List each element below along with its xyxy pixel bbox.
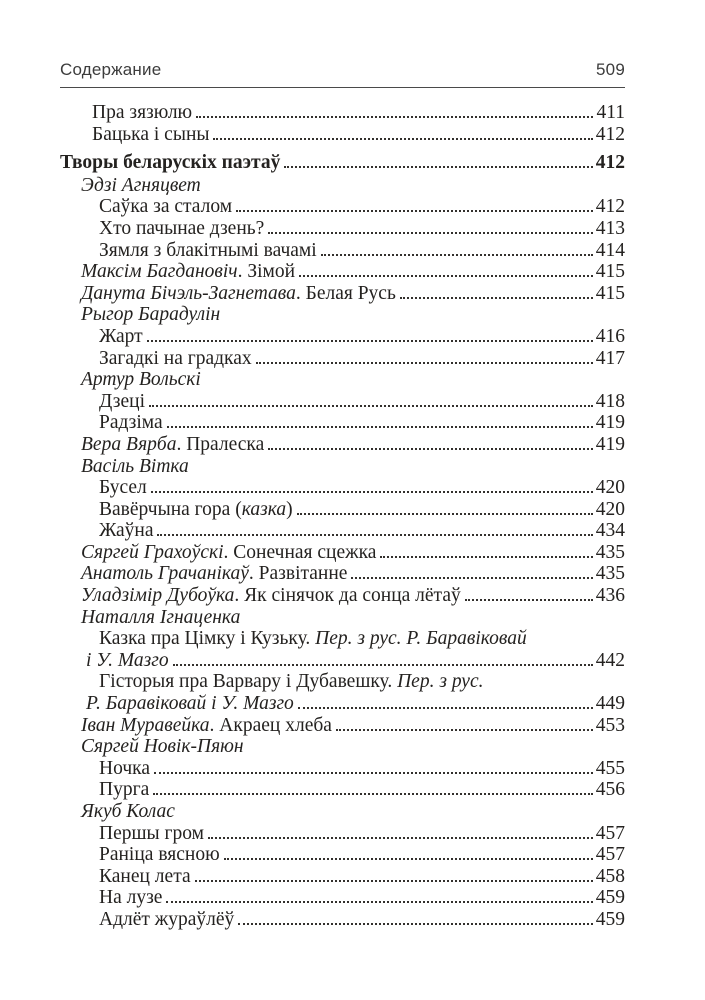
toc-page-number: 458 [595, 865, 625, 887]
toc-entry [60, 823, 625, 845]
toc-entry-title: Сяргей Грахоўскі. Сонечная сцежка [81, 541, 377, 563]
toc-entry-title: Сяргей Новік-Пяюн [81, 736, 244, 758]
toc-entry-title: Творы беларускіх паэтаў [60, 152, 281, 174]
toc-section-heading [60, 152, 625, 174]
toc-entry [60, 124, 625, 146]
running-head-title: Содержание [60, 60, 162, 79]
toc-entry [60, 261, 625, 283]
toc-page-number: 417 [595, 347, 625, 369]
toc-dot-leader [298, 707, 593, 709]
toc-dot-leader [465, 599, 593, 601]
toc-entry [60, 628, 625, 650]
toc-entry [60, 801, 625, 823]
toc-dot-leader [236, 210, 593, 212]
toc-entry-title: Артур Вольскі [81, 369, 201, 391]
toc-entry-title: Пурга [99, 779, 150, 801]
toc-entry [60, 542, 625, 564]
toc-page-number: 453 [595, 714, 625, 736]
toc-dot-leader [238, 923, 592, 925]
toc-entry-title: Максім Багдановіч. Зімой [81, 261, 296, 283]
toc-page-number: 419 [595, 412, 625, 434]
toc-page-number: 420 [595, 477, 625, 499]
toc-dot-leader [321, 254, 593, 256]
toc-page-number: 414 [595, 239, 625, 261]
toc-entry [60, 779, 625, 801]
toc-entry [60, 909, 625, 931]
toc-entry-title: Наталля Ігнаценка [81, 606, 241, 628]
toc-entry-title: Зямля з блакітнымі вачамі [99, 239, 317, 261]
toc-dot-leader [380, 556, 592, 558]
toc-entry [60, 283, 625, 305]
toc-entry [60, 175, 625, 197]
toc-dot-leader [284, 166, 592, 168]
toc-entry [60, 736, 625, 758]
toc-dot-leader [213, 138, 592, 140]
toc-page-number: 455 [595, 757, 625, 779]
toc-entry [60, 391, 625, 413]
toc-entry [60, 412, 625, 434]
toc-dot-leader [224, 858, 593, 860]
toc-entry-title: Жаўна [99, 520, 154, 542]
toc-entry [60, 585, 625, 607]
toc-dot-leader [173, 664, 593, 666]
toc-entry [60, 477, 625, 499]
toc-entry [60, 887, 625, 909]
toc-entry [60, 369, 625, 391]
toc-entry-title: Адлёт жураўлёў [99, 908, 235, 930]
toc-dot-leader [149, 405, 593, 407]
toc-dot-leader [336, 729, 593, 731]
toc-dot-leader [400, 297, 593, 299]
toc-entry-title: Бацька і сыны [92, 123, 210, 145]
running-head-page-number: 509 [596, 60, 625, 79]
toc-entry [60, 326, 625, 348]
toc-page-number: 459 [595, 887, 625, 909]
toc-entry [60, 348, 625, 370]
toc-page-number: 459 [595, 908, 625, 930]
toc-page-number: 457 [595, 844, 625, 866]
toc-entry-title: Канец лета [99, 865, 191, 887]
toc-entry-title: Данута Бічэль-Загнетава. Белая Русь [81, 282, 396, 304]
toc-entry-title: Пра зязюлю [92, 102, 193, 123]
toc-entry [60, 693, 625, 715]
toc-page-number: 412 [595, 152, 625, 174]
toc-entry [60, 844, 625, 866]
toc-entry [60, 607, 625, 629]
toc-dot-leader [256, 362, 593, 364]
toc-entry-title: Анатоль Грачанікаў. Развітанне [81, 563, 348, 585]
toc-dot-leader [154, 772, 593, 774]
toc-page-number: 412 [595, 123, 625, 145]
page-header [60, 61, 625, 78]
toc-entry-title: Вера Вярба. Пралеска [81, 433, 265, 455]
toc-page-number: 436 [595, 585, 625, 607]
toc-entry-title: Дзеці [99, 390, 145, 412]
toc-dot-leader [268, 448, 593, 450]
header-rule [60, 87, 625, 88]
toc-entry [60, 240, 625, 262]
toc-entry [60, 102, 625, 124]
toc-entry-title: Першы гром [99, 822, 204, 844]
toc-entry-title: Раніца вясною [99, 844, 220, 866]
toc-entry [60, 866, 625, 888]
toc-dot-leader [195, 880, 593, 882]
toc-entry-title: Загадкі на градках [99, 347, 252, 369]
toc-page-number: 449 [595, 693, 625, 715]
toc-list [60, 102, 625, 931]
toc-dot-leader [157, 534, 592, 536]
toc-page-number: 418 [595, 390, 625, 412]
toc-entry [60, 758, 625, 780]
toc-entry [60, 715, 625, 737]
toc-page-number: 442 [595, 649, 625, 671]
toc-entry-title: і У. Мазго [86, 649, 169, 671]
toc-dot-leader [166, 901, 592, 903]
toc-entry-title: Эдзі Агняцвет [81, 174, 201, 196]
toc-dot-leader [153, 793, 593, 795]
toc-dot-leader [268, 232, 592, 234]
toc-entry [60, 520, 625, 542]
toc-entry-title: Уладзімір Дубоўка. Як сінячок да сонца лётаў [81, 585, 461, 607]
toc-entry-title: Рыгор Барадулін [81, 304, 221, 326]
toc-entry-title: Р. Баравіковай і У. Мазго [86, 693, 294, 715]
toc-entry [60, 499, 625, 521]
toc-dot-leader [297, 513, 593, 515]
toc-entry-title: Радзіма [99, 412, 163, 434]
toc-entry [60, 218, 625, 240]
toc-page-number: 419 [595, 433, 625, 455]
toc-entry-title: Жарт [99, 325, 143, 347]
toc-page-number: 456 [595, 779, 625, 801]
toc-page-number: 435 [595, 563, 625, 585]
toc-page-number: 411 [596, 102, 625, 123]
toc-entry-title: Якуб Колас [81, 801, 175, 822]
toc-page-number: 457 [595, 822, 625, 844]
toc-entry [60, 456, 625, 478]
toc-dot-leader [351, 577, 592, 579]
toc-entry [60, 563, 625, 585]
toc-entry-title: На лузе [99, 887, 163, 909]
toc-dot-leader [167, 426, 593, 428]
toc-entry-title: Іван Муравейка. Акраец хлеба [81, 714, 332, 736]
toc-page-number: 412 [595, 196, 625, 218]
toc-page-number: 415 [595, 282, 625, 304]
toc-entry [60, 650, 625, 672]
toc-entry-title: Бусел [99, 477, 147, 499]
toc-page-number: 413 [595, 217, 625, 239]
toc-page-number: 420 [595, 498, 625, 520]
toc-entry [60, 196, 625, 218]
toc-entry-title: Саўка за сталом [99, 196, 233, 218]
toc-dot-leader [299, 275, 593, 277]
toc-entry-title: Ночка [99, 757, 150, 779]
toc-entry [60, 434, 625, 456]
toc-page-number: 416 [595, 325, 625, 347]
toc-page-number: 415 [595, 261, 625, 283]
toc-entry-title: Хто пачынае дзень? [99, 217, 265, 239]
toc-entry-title: Гісторыя пра Варвару і Дубавешку. Пер. з рус. [99, 671, 484, 693]
toc-entry [60, 304, 625, 326]
toc-dot-leader [196, 116, 593, 118]
toc-page-number: 435 [595, 541, 625, 563]
toc-page-number: 434 [595, 520, 625, 542]
toc-dot-leader [208, 837, 593, 839]
toc-entry-title: Вавёрчына гора (казка) [99, 498, 293, 520]
toc-entry [60, 671, 625, 693]
toc-dot-leader [147, 340, 593, 342]
toc-entry-title: Казка пра Цімку і Кузьку. Пер. з рус. Р. Баравіковай [99, 628, 527, 650]
toc-dot-leader [151, 491, 593, 493]
toc-entry-title: Васіль Вітка [81, 455, 189, 477]
